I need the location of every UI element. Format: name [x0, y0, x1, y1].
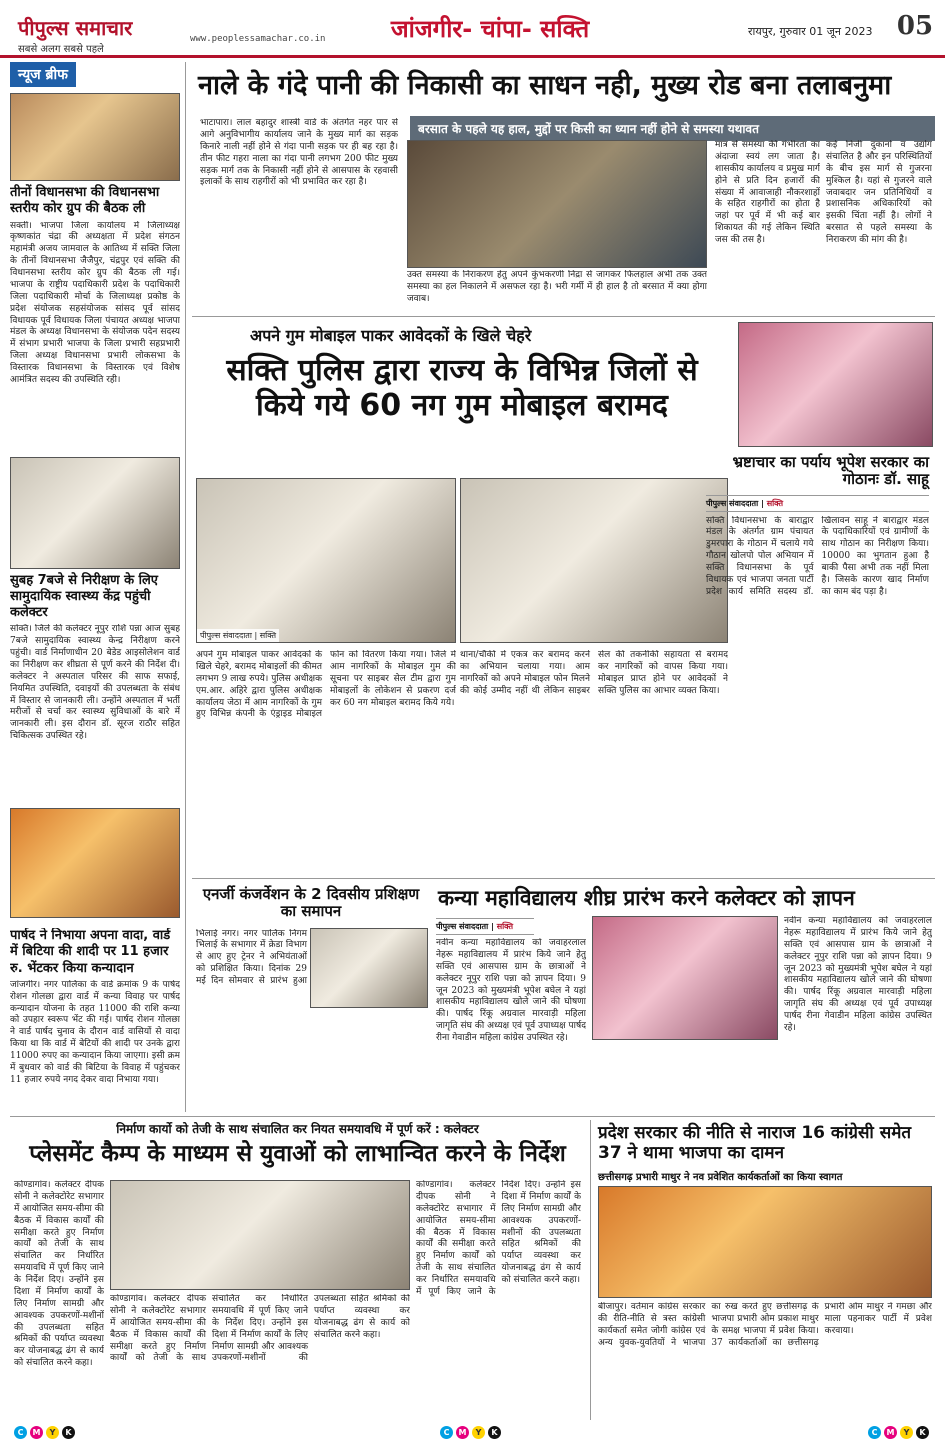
brief-body-3: जांजगीर। नगर पालिका के वार्ड क्रमांक 9 के पार्षद रोशन गोलछा द्वारा वार्ड में कन्या विवाह पर पार्षद कन्यादान योजना के तहत 11000 की राशि कन्या को उपहार स्वरूप भेंट की गई। पार्षद रोशन गोलछा ने वार्ड पार्षद चुनाव के दौरान वार्ड वासियों से वादा किया था कि वार्ड में बेटियों की शादी पर उनके द्वारा 11000 रुपए का कन्यादान किया जाएगा। इसी क्रम में बुधवार को वार्ड की बिटिया के विवाह में पहुंचकर 11 हजार रुपये नगद देकर वादा निभाया गया। [10, 979, 180, 1085]
column-rule [590, 1120, 591, 1420]
masthead [0, 0, 945, 58]
college-story [432, 882, 935, 1114]
cmyk-k: K [916, 1426, 929, 1439]
edition-date: रायपुर, गुरुवार 01 जून 2023 [748, 25, 873, 38]
cmyk-m: M [884, 1426, 897, 1439]
congress-body: बीजापुर। वर्तमान कांग्रेस सरकार की रीति-नीति से त्रस्त कांग्रेसी कार्यकर्ता समेत जोगी कांग्रेस एवं अन्य युवक-युवतियों ने भाजपा का रुख करते हुए छत्तीसगढ़ के भाजपा प्रभारी ओम प्रकाश माथुर के समक्ष भाजपा में प्रवेश किया। 37 कार्यकर्ताओं का छत्तीसगढ़ प्रभारी ओम माथुर ने गमछा और माला पहनाकर पार्टी में प्रवेश करवाया। [598, 1302, 932, 1348]
news-brief-item-3 [10, 928, 180, 1108]
drain-body-c: मात्र से समस्या की गंभीरता का अंदाजा स्वयं लग जाता है। शासकीय कार्यालय व प्रमुख मार्ग होने से प्रति दिन हजारों की संख्या में आवाजाही नौकरशाहों के सहित राहगीरों का होता है जहां पर पूर्व में भी कई बार शिकायत की गई लेकिन स्थिति जस की तस है। [715, 140, 820, 245]
brief-headline-2: सुबह 7बजे से निरीक्षण के लिए सामुदायिक स्वास्थ्य केंद्र पहुंची कलेक्टर [10, 572, 158, 620]
cmyk-c: C [440, 1426, 453, 1439]
placement-story [10, 1120, 585, 1420]
cmyk-marks-right [868, 1424, 929, 1440]
college-photo [592, 916, 778, 1040]
placement-body: कोण्डागांव। कलेक्टर दीपक सोनी ने कलेक्टोरेट सभागार में आयोजित समय-सीमा की बैठक में विकास कार्यों की समीक्षा करते हुए निर्माण कार्यों को तेजी के साथ संचालित कर निर्धारित समयावधि में पूर्ण किए जाने के निर्देश दिए। उन्होंने इस दिशा में निर्माण कार्यों के लिए निर्माण सामग्री और आवश्यक उपकरणों-मशीनों की उपलब्धता सहित श्रमिकों की पर्याप्त व्यवस्था कर योजनाबद्ध ढंग से कार्य को संचालित करने कहा। [14, 1180, 104, 1369]
protest-photo [738, 322, 933, 447]
cmyk-y: Y [900, 1426, 913, 1439]
placement-photo [110, 1180, 410, 1290]
college-body-right: नवीन कन्या महाविद्यालय को जवाहरलाल नेहरू महाविद्यालय में प्रारंभ किये जाने हेतु सक्ति एवं आसपास ग्राम के छात्राओं ने कलेक्टर नूपुर राशि पन्ना को ज्ञापन दिया। 9 जून 2023 को मुख्यमंत्री भूपेश बघेल ने यहां शासकीय महाविद्यालय खोले जाने की घोषणा की। पार्षद रिंकू अग्रवाल मारवाड़ी महिला जागृति संघ की अध्यक्ष एवं पूर्व उपाध्यक्ष पार्षद रीना गेवाडीन महिला कांग्रेस उपस्थित रहे। [784, 916, 932, 1033]
cmyk-k: K [62, 1426, 75, 1439]
news-brief-tag: न्यूज ब्रीफ [10, 62, 76, 87]
drain-body-a: भाटापारा। लाल बहादुर शास्त्री वार्ड के अंतर्गत नहर पार से आगे अनुविभागीय कार्यालय जाने के मुख्य मार्ग का सड़क किनारे नाली नहीं होने से गंदा पानी सड़क पर ही बह रहा है। तीन फीट गहरा नाला का गंदा पानी लगभग 200 फीट मुख्य सड़क मार्ग तक के निकासी नहीं होने से आसपास के रहवासी इलाकों के साथ राहगीरों को भी प्रभावित कर रहा है। [200, 118, 398, 188]
mobile-photo-2 [460, 478, 728, 643]
drain-subheadline-band: बरसात के पहले यह हाल, मुद्दों पर किसी का ध्यान नहीं होने से समस्या यथावत [410, 116, 935, 141]
drain-body-b: उक्त समस्या के निराकरण हेतु अपने कुंभकरणी निद्रा से जागकर फिलहाल अभी तक उक्त समस्या का हल निकालने में असफल रहा है। भरी गर्मी में ही हाल है तो बरसात में क्या होगा जवाब। [407, 270, 707, 304]
congress-story [596, 1120, 935, 1420]
college-body: नवीन कन्या महाविद्यालय को जवाहरलाल नेहरू महाविद्यालय में प्रारंभ किये जाने हेतु सक्ति एवं आसपास ग्राम के छात्राओं ने कलेक्टर नूपुर राशि पन्ना को ज्ञापन दिया। 9 जून 2023 को मुख्यमंत्री भूपेश बघेल ने यहां शासकीय महाविद्यालय खोले जाने की घोषणा की। पार्षद रिंकू अग्रवाल मारवाड़ी महिला जागृति संघ की अध्यक्ष एवं पूर्व उपाध्यक्ष पार्षद रीना गेवाडीन महिला कांग्रेस उपस्थित रहे। [436, 938, 586, 1043]
college-headline: कन्या महाविद्यालय शीघ्र प्रारंभ करने कलेक्टर को ज्ञापन [438, 886, 855, 910]
section-rule [192, 878, 935, 879]
newspaper-logo: पीपुल्स समाचार सबसे अलग सबसे पहले [18, 16, 133, 55]
corruption-story [700, 450, 935, 880]
cmyk-c: C [14, 1426, 27, 1439]
placement-headline: प्लेसमेंट कैम्प के माध्यम से युवाओं को लाभान्वित करने के निर्देश [29, 1141, 566, 1167]
energy-body: भिलाई नगर। नगर पालिक निगम भिलाई के सभागार में क्रेडा विभाग से आए हुए ट्रेनर ने अभियंताओं को प्रशिक्षित किया। दिनांक 29 मई दिन सोमवार से प्रारंभ हुआ [196, 928, 307, 986]
cmyk-y: Y [46, 1426, 59, 1439]
cmyk-m: M [456, 1426, 469, 1439]
brief-headline-1: तीनों विधानसभा की विधानसभा स्तरीय कोर ग्रुप की बैठक ली [10, 185, 160, 217]
drain-story [192, 62, 935, 312]
mobile-headline: सक्ति पुलिस द्वारा राज्य के विभिन्न जिलों से किये गये 60 नग गुम मोबाइल बरामद [226, 353, 698, 423]
drain-photo [407, 140, 707, 268]
mobile-photo-credit: पीपुल्स संवाददाता | सक्ति [197, 629, 279, 642]
college-byline: पीपुल्स संवाददाता | सक्ति [436, 918, 534, 935]
congress-kicker: छत्तीसगढ़ प्रभारी माथुर ने नव प्रवेशित कार्यकर्ताओं का किया स्वागत [598, 1172, 843, 1184]
cmyk-m: M [30, 1426, 43, 1439]
edition-title: जांजगीर- चांपा- सक्ति [390, 15, 590, 43]
brief-body-2: सक्ति। जिले की कलेक्टर नूपुर राशि पन्ना आज सुबह 7बजे सामुदायिक स्वास्थ्य केन्द्र निरीक्षण करने पहुंची। वार्ड निर्माणाधीन 20 बेडेड आइसोलेशन वार्ड का निरीक्षण कर शीघ्रता से पूर्ण करने की निर्देश दी। कलेक्टर ने अस्पताल परिसर की साफ सफाई, नियमित उपस्थिति, दवाइयों की उपलब्धता के संबंध में विस्तार से जानकारी ली। उन्होंने अस्पताल में भर्ती मरीजों से चर्चा कर स्वास्थ्य सुविधाओं के बारे में जानकारी ली। इस दौरान डॉ. सूरज राठौर सहित चिकित्सक उपस्थित रहे। [10, 624, 180, 742]
mobile-photo-1 [196, 478, 456, 643]
energy-headline: एनर्जी कंजर्वेशन के 2 दिवसीय प्रशिक्षण का समापन [202, 885, 420, 921]
brief-photo-meeting [10, 93, 180, 181]
news-brief-column [10, 62, 180, 930]
column-rule [185, 62, 186, 1112]
brief-photo-hospital [10, 457, 180, 569]
placement-body-2: कोण्डागांव। कलेक्टर दीपक सोनी ने कलेक्टोरेट सभागार में आयोजित समय-सीमा की बैठक में विकास कार्यों की समीक्षा करते हुए निर्माण कार्यों को तेजी के साथ संचालित कर निर्धारित समयावधि में पूर्ण किए जाने के निर्देश दिए। उन्होंने इस दिशा में निर्माण कार्यों के लिए निर्माण सामग्री और आवश्यक उपकरणों-मशीनों की उपलब्धता सहित श्रमिकों की पर्याप्त व्यवस्था कर योजनाबद्ध ढंग से कार्य को संचालित करने कहा। [110, 1294, 410, 1364]
section-rule [10, 1116, 935, 1117]
page-number: 05 [890, 4, 940, 48]
cmyk-c: C [868, 1426, 881, 1439]
section-rule [192, 316, 935, 317]
cmyk-marks-left [14, 1424, 75, 1440]
brief-body-1: सक्ती। भाजपा जिला कार्यालय में जिलाध्यक्ष कृष्णकांत चंद्रा की अध्यक्षता में प्रदेश संगठन महामंत्री अजय जामवाल के आतिथ्य में सक्ति जिला के तीनों विधानसभा जैजैपुर, चंद्रपुर एवं सक्ति की विधानसभा स्तरीय कोर ग्रुप की बैठक ली गई। भाजपा के राष्ट्रीय पदाधिकारी प्रदेश के पदाधिकारी जिला पदाधिकारी मोर्चा के जिलाध्यक्ष प्रकोष्ठ के प्रदेश संयोजक सहसंयोजक सांसद पूर्व सांसद विधायक पूर्व विधायक जिला पंचायत अध्यक्ष भाजपा मंडल के अध्यक्ष विधानसभा के संयोजक पदेन सदस्य में संभाग प्रभारी भाजपा के जिला प्रभारी सहप्रभारी जिला अध्यक्ष विधानसभा प्रभारी लोकसभा के विस्तारक विधानसभा के विस्तारक एवं विशेष आमंत्रित सदस्य की उपस्थिति रही। [10, 220, 180, 385]
drain-body-d: कई निजी दुकानों व उद्योग संचालित है और इन परिस्थितियों के बीच इस मार्ग से गुजरना मुश्किल है। यहां से गुजरने वाले जवाबदार जन प्रतिनिधियों व प्रशासनिक अधिकारियों को इसकी चिंता नहीं है। लोगों ने बरसात से पहले समस्या के निराकरण की मांग की है। [826, 140, 932, 245]
energy-photo [310, 928, 428, 1008]
congress-photo [598, 1186, 932, 1298]
congress-headline: प्रदेश सरकार की नीति से नाराज 16 कांग्रेसी समेत 37 ने थामा भाजपा का दामन [598, 1123, 912, 1163]
cmyk-k: K [488, 1426, 501, 1439]
cmyk-marks-center [440, 1424, 501, 1440]
mobile-recovery-story [192, 320, 732, 875]
drain-headline: नाले के गंदे पानी की निकासी का साधन नही, मुख्य रोड बना तलाबनुमा [198, 70, 892, 101]
brief-headline-3: पार्षद ने निभाया अपना वादा, वार्ड में बिटिया की शादी पर 11 हजार रु. भेंटकर किया कन्यादान [10, 928, 171, 976]
mobile-body: अपने गुम मोबाइल पाकर आवेदकों के खिले चेहरे, बरामद मोबाइलों की कीमत लगभग 9 लाख रुपये। पुलिस अधीक्षक एम.आर. अहिरे द्वारा पुलिस अधीक्षक कार्यालय जेठा में आम नागरिकों के गुम हुए विभिन्न कंपनी के एंड्राइड मोबाइल फोन को वितरण किया गया। जिले में आम नागरिकों के मोबाइल गुम की सूचना पर साइबर सेल टीम द्वारा गुम मोबाइलों के लोकेशन से प्रकरण दर्ज कर 60 नग मोबाइल बरामद किये गये। [196, 650, 456, 720]
mobile-body-2: थाना/चौकी में एकत्र कर बरामद करने का अभियान चलाया गया। आम नागरिकों को अपने मोबाइल फोन मिलने की कोई उम्मीद नहीं थी लेकिन साइबर सेल की तकनीकी सहायता से बरामद कर नागरिकों को वापस किया गया। मोबाइल प्राप्त होने पर आवेदकों ने सक्ति पुलिस का आभार व्यक्त किया। [460, 650, 728, 696]
brief-photo-wedding [10, 808, 180, 918]
placement-kicker: निर्माण कार्यो को तेजी के साथ संचालित कर नियत समयावधि में पूर्ण करें : कलेक्टर [116, 1122, 479, 1136]
site-url[interactable]: www.peoplessamachar.co.in [190, 34, 326, 44]
placement-body-3: कोण्डागांव। कलेक्टर दीपक सोनी ने कलेक्टोरेट सभागार में आयोजित समय-सीमा की बैठक में विकास कार्यों की समीक्षा करते हुए निर्माण कार्यों को तेजी के साथ संचालित कर निर्धारित समयावधि में पूर्ण किए जाने के निर्देश दिए। उन्होंने इस दिशा में निर्माण कार्यों के लिए निर्माण सामग्री और आवश्यक उपकरणों-मशीनों की उपलब्धता सहित श्रमिकों की पर्याप्त व्यवस्था कर योजनाबद्ध ढंग से कार्य को संचालित करने कहा। [416, 1180, 581, 1297]
corruption-body: सक्ति विधानसभा के बाराद्वार मंडल के अंतर्गत ग्राम पंचायत डुमरपारा के गोठान में चलाये गये गौठान खोलपो पोल अभियान में सक्ति विधानसभा के पूर्व विधायक एवं भाजपा जनता पार्टी प्रदेश कार्य समिति सदस्य डॉ. खिलावन साहू ने बाराद्वार मंडल के पदाधिकारियों एवं ग्रामीणों के साथ गोठान का निरीक्षण किया। 10000 का भुगतान हुआ है बाकी पैसा अभी तक नहीं मिला है। जिसके कारण खाद निर्माण का काम बंद पड़ा है। [706, 515, 929, 597]
mobile-kicker: अपने गुम मोबाइल पाकर आवेदकों के खिले चेहरे [250, 326, 532, 345]
cmyk-y: Y [472, 1426, 485, 1439]
corruption-headline: भ्रष्टाचार का पर्याय भूपेश सरकार का गोठानः डॉ. साहू [732, 453, 929, 489]
corruption-byline: पीपुल्स संवाददाता | सक्ति [706, 495, 929, 512]
